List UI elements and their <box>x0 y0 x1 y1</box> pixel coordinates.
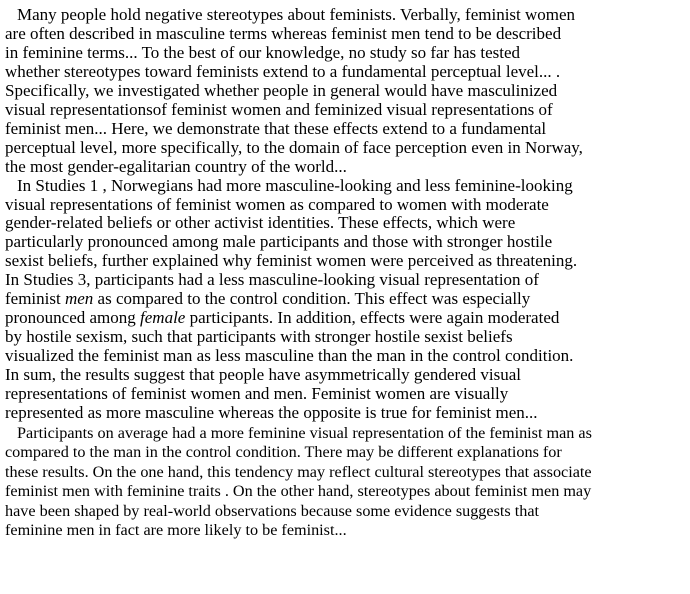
text-line: representations of feminist women and men. Feminist women are visually <box>5 384 509 404</box>
text-segment: pronounced among <box>5 308 141 328</box>
text-line: whether stereotypes toward feminists extend to a fundamental perceptual level... . <box>5 61 561 81</box>
paragraph-studies <box>5 177 687 423</box>
document-body <box>5 6 687 540</box>
text-line: represented as more masculine whereas the opposite is true for feminist men... <box>5 403 538 423</box>
text-line: gender-related beliefs or other activist identities. These effects, which were <box>5 213 516 233</box>
text-line <box>5 290 687 309</box>
text-line: visual representationsof feminist women and feminized visual representations of <box>5 99 553 119</box>
text-segment: participants. In addition, effects were again moderated <box>185 308 560 328</box>
text-line: the most gender-egalitarian country of the world... <box>5 156 347 176</box>
text-line: visual representations of feminist women as compared to women with moderate <box>5 194 549 214</box>
emphasized-word: men <box>64 289 94 309</box>
text-line: feminine men in fact are more likely to be feminist... <box>5 521 347 539</box>
text-line: visualized the feminist man as less masculine than the man in the control condition. <box>5 346 574 366</box>
text-line: by hostile sexism, such that participants with stronger hostile sexist beliefs <box>5 327 513 347</box>
text-line: compared to the man in the control condition. There may be different explanations for <box>5 443 562 462</box>
text-line: have been shaped by real-world observations because some evidence suggests that <box>5 501 540 520</box>
text-line: sexist beliefs, further explained why feminist women were perceived as threatening. <box>5 251 578 271</box>
text-line: perceptual level, more specifically, to the domain of face perception even in Norway, <box>5 137 583 157</box>
text-line <box>5 309 687 328</box>
text-line: Participants on average had a more feminine visual representation of the feminist man as <box>17 423 592 442</box>
text-line: are often described in masculine terms whereas feminist men tend to be described <box>5 23 562 43</box>
text-line: In sum, the results suggest that people have asymmetrically gendered visual <box>5 365 522 385</box>
text-line: Many people hold negative stereotypes about feminists. Verbally, feminist women <box>17 5 576 24</box>
text-segment: feminist <box>5 289 65 309</box>
text-line: feminist men... Here, we demonstrate that these effects extend to a fundamental <box>5 118 547 138</box>
text-line: in feminine terms... To the best of our knowledge, no study so far has tested <box>5 42 521 62</box>
text-line: Specifically, we investigated whether people in general would have masculinized <box>5 80 558 100</box>
text-line: feminist men with feminine traits . On the other hand, stereotypes about feminist men may <box>5 482 592 501</box>
text-line: these results. On the one hand, this tendency may reflect cultural stereotypes that associate <box>5 462 592 481</box>
text-line: In Studies 3, participants had a less masculine-looking visual representation of <box>5 270 539 290</box>
text-line: In Studies 1 , Norwegians had more masculine-looking and less feminine-looking <box>17 175 573 195</box>
paragraph-intro <box>5 6 687 177</box>
paragraph-discussion <box>5 424 687 540</box>
text-line: particularly pronounced among male participants and those with stronger hostile <box>5 232 553 252</box>
text-segment: as compared to the control condition. This effect was especially <box>93 289 531 309</box>
emphasized-word: female <box>140 308 186 328</box>
